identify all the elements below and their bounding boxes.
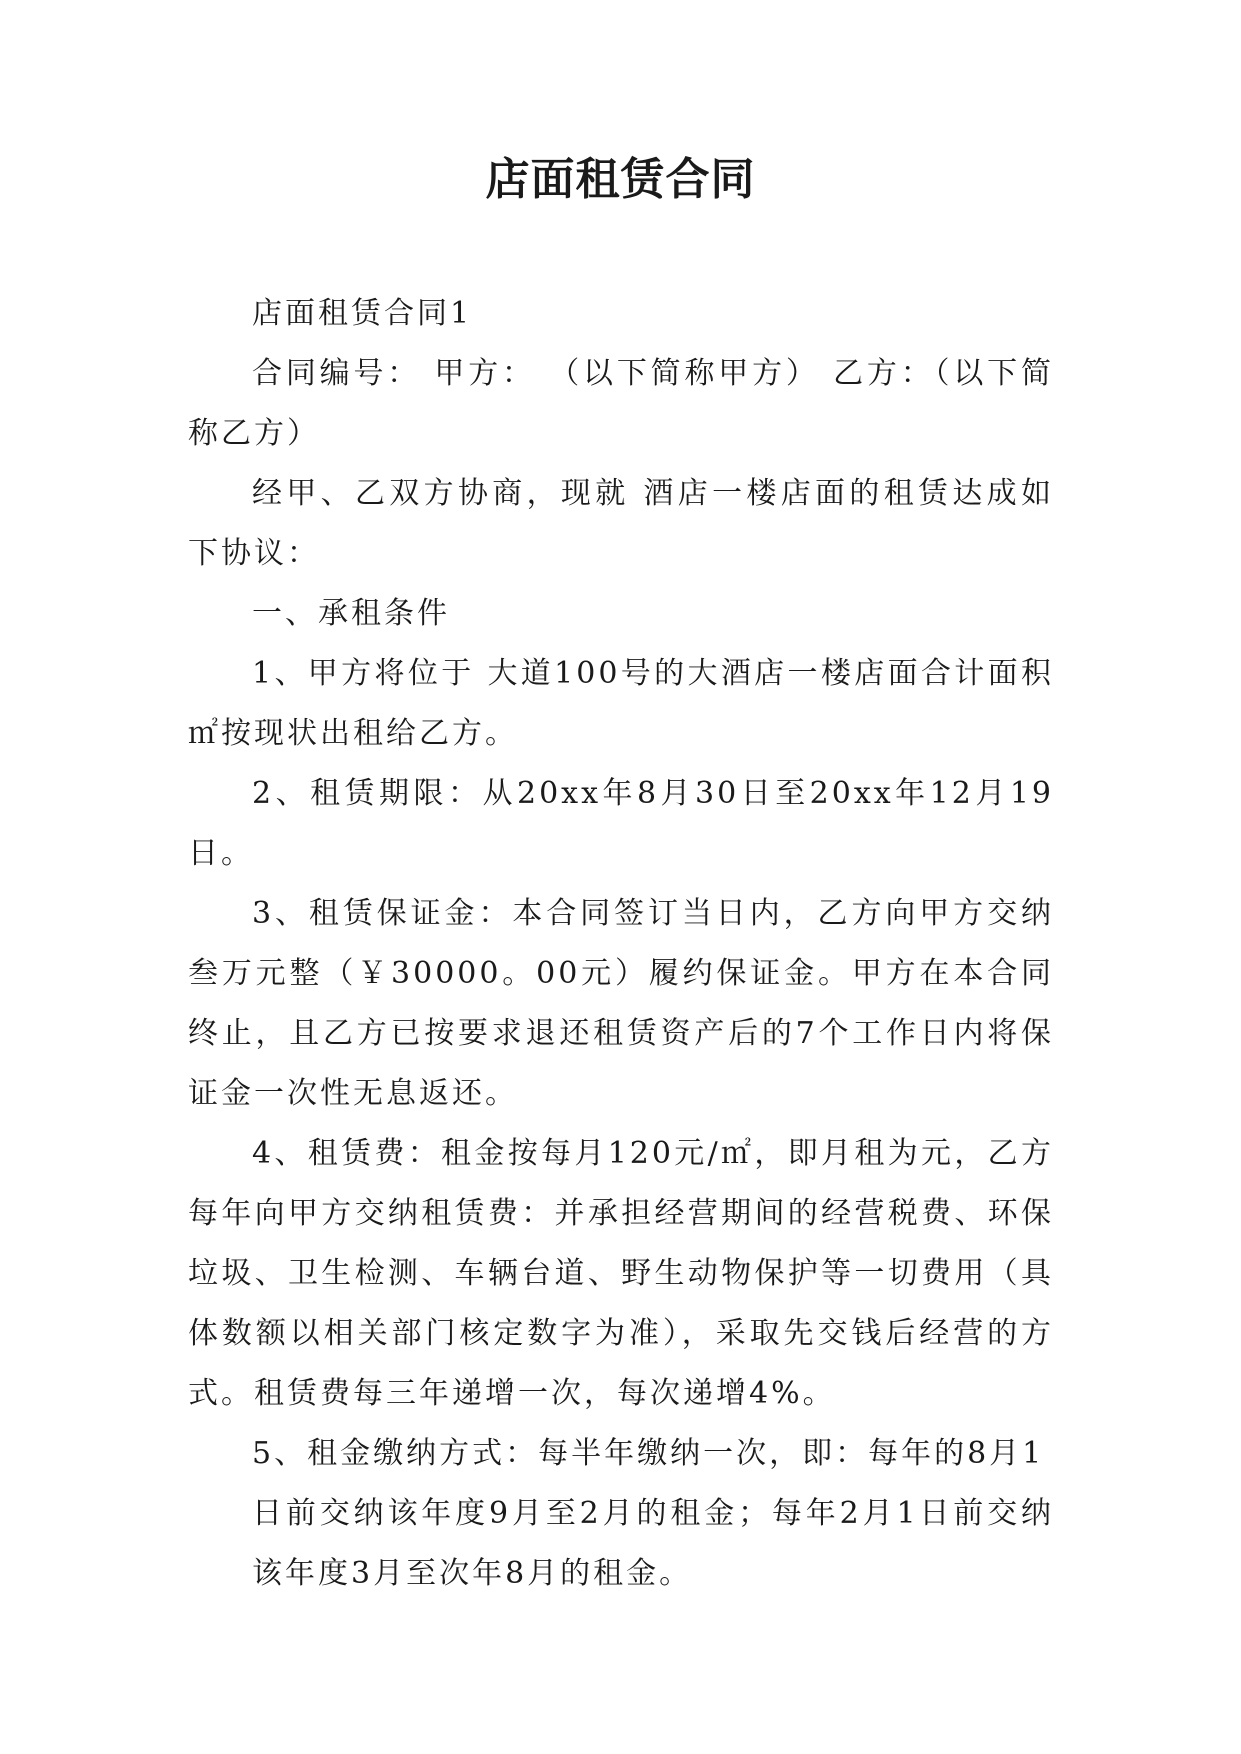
clause-2-lease-term: 2、租赁期限：从20xx年8月30日至20xx年12月19日。 xyxy=(188,776,1054,871)
clause-3-deposit: 3、租赁保证金：本合同签订当日内，乙方向甲方交纳叁万元整（￥30000。00元）履约保证金。甲方在本合同终止，且乙方已按要求退还租赁资产后的7个工作日内将保证金一次性无息返还。 xyxy=(188,896,1054,1111)
document-title: 店面租赁合同 xyxy=(485,154,756,205)
clause-5-payment-method: 5、租金缴纳方式：每半年缴纳一次，即：每年的8月1 xyxy=(252,1436,1045,1471)
document-body xyxy=(188,284,1054,1604)
clause-1-premises: 1、甲方将位于 大道100号的大酒店一楼店面合计面积㎡按现状出租给乙方。 xyxy=(188,656,1054,751)
contract-preamble: 经甲、乙双方协商，现就 酒店一楼店面的租赁达成如下协议： xyxy=(188,476,1054,571)
section-heading-lease-conditions: 一、承租条件 xyxy=(252,596,450,631)
contract-parties: 合同编号： 甲方： （以下简称甲方） 乙方：（以下简称乙方） xyxy=(188,356,1054,451)
clause-5-payment-method-continued: 日前交纳该年度9月至2月的租金；每年2月1日前交纳该年度3月至次年8月的租金。 xyxy=(252,1496,1054,1591)
clause-4-rent: 4、租赁费：租金按每月120元/㎡，即月租为元，乙方每年向甲方交纳租赁费：并承担经营期间的经营税费、环保垃圾、卫生检测、车辆台道、野生动物保护等一切费用（具体数额以相关部门核定数字为准），采取先交钱后经营的方式。租赁费每三年递增一次，每次递增4%。 xyxy=(188,1136,1054,1411)
contract-heading: 店面租赁合同1 xyxy=(252,296,473,331)
